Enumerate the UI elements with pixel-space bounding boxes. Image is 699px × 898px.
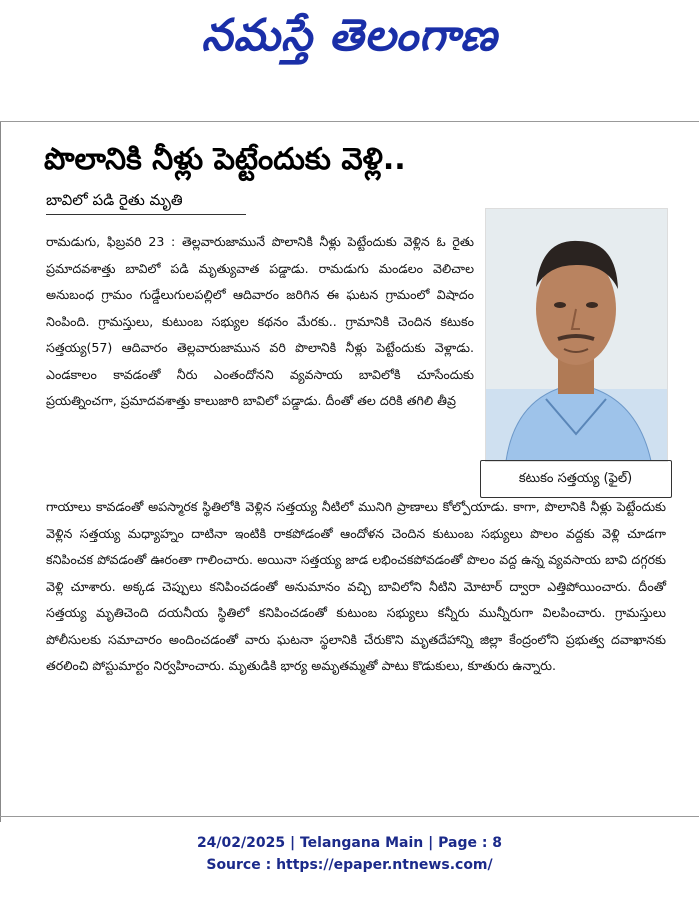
article-body-column-narrow (46, 229, 474, 415)
article-subheadline: బావిలో పడి రైతు మృతి (46, 191, 183, 209)
source-link[interactable]: Source : https://epaper.ntnews.com/ (206, 857, 493, 873)
edition-info: 24/02/2025 | Telangana Main | Page : 8 (196, 835, 503, 851)
page-footer (0, 832, 699, 876)
photo-caption: కటుకం సత్తయ్య (ఫైల్) (518, 471, 633, 486)
farmer-portrait-image (486, 209, 667, 461)
footer-divider (0, 816, 699, 817)
page-left-border (0, 122, 1, 822)
header-divider (0, 121, 699, 122)
masthead-logo: నమస్తే తెలంగాణ (201, 10, 498, 61)
article-headline: పొలానికి నీళ్లు పెట్టేందుకు వెళ్లి.. (44, 142, 406, 177)
article-paragraph-1: రామడుగు, ఫిబ్రవరి 23 : తెల్లవారుజామునే పొలానికి నీళ్లు పెట్టేందుకు వెళ్లిన ఓ రైతు ప్రమాదవశాత్తు బావిలో పడి మృత్యువాత పడ్డాడు. రామడుగు మండలం వెలిచాల అనుబంధ గ్రామం గుడ్డేలుగులపల్లిలో ఆదివారం జరిగిన ఈ ఘటన గ్రామంలో విషాదం నింపింది. గ్రామస్తులు, కుటుంబ సభ్యుల కథనం మేరకు.. గ్రామానికి చెందిన కటుకం సత్తయ్య(57) ఆదివారం తెల్లవారుజామున వరి పొలానికి నీళ్లు పెట్టేందుకు వెళ్లాడు. ఎండకాలం కావడంతో నీరు ఎంతందోనని వ్యవసాయ బావిలోకి చూసేందుకు ప్రయత్నించగా, ప్రమాదవశాత్తు కాలుజారి బావిలో పడ్డాడు. దీంతో తల దరికి తగిలి తీవ్ర (46, 234, 474, 408)
farmer-photo (485, 208, 668, 462)
article-body-column-wide (46, 494, 666, 680)
article-paragraph-2: గాయాలు కావడంతో అపస్మారక స్థితిలోకి వెళ్లిన సత్తయ్య నీటిలో మునిగి ప్రాణాలు కోల్పోయాడు. కాగా, పొలానికి నీళ్లు పెట్టేందుకు వెళ్లిన సత్తయ్య మధ్యాహ్నం దాటినా ఇంటికి రాకపోడంతో ఆందోళన చెందిన కుటుంబ సభ్యులు పొలం వద్దకు వెళ్లి చూడగా కనిపించక పోవడంతో ఊరంతా గాలించారు. అయినా సత్తయ్య జాడ లభించకపోవడంతో పొలం వద్ద ఉన్న వ్యవసాయ బావి దగ్గరకు వెళ్లి చూశారు. అక్కడ చెప్పులు కనిపించడంతో అనుమానం వచ్చి బావిలోని నీటిని మోటార్ ద్వారా ఎత్తిపోయించారు. దీంతో సత్తయ్య మృతిచెంది దయనీయ స్థితిలో కనిపించడంతో కుటుంబ సభ్యులు కన్నీరు మున్నీరుగా విలపించారు. గ్రామస్తులు పోలీసులకు సమాచారం అందించడంతో వారు ఘటనా స్థలానికి చేరుకొని మృతదేహాన్ని జిల్లా కేంద్రంలోని ప్రభుత్వ దవాఖానకు తరలించి పోస్టుమార్టం నిర్వహించారు. మృతుడికి భార్య అమృతమ్మతో పాటు కొడుకులు, కూతురు ఉన్నారు. (46, 499, 666, 673)
subheadline-rule (46, 214, 246, 215)
